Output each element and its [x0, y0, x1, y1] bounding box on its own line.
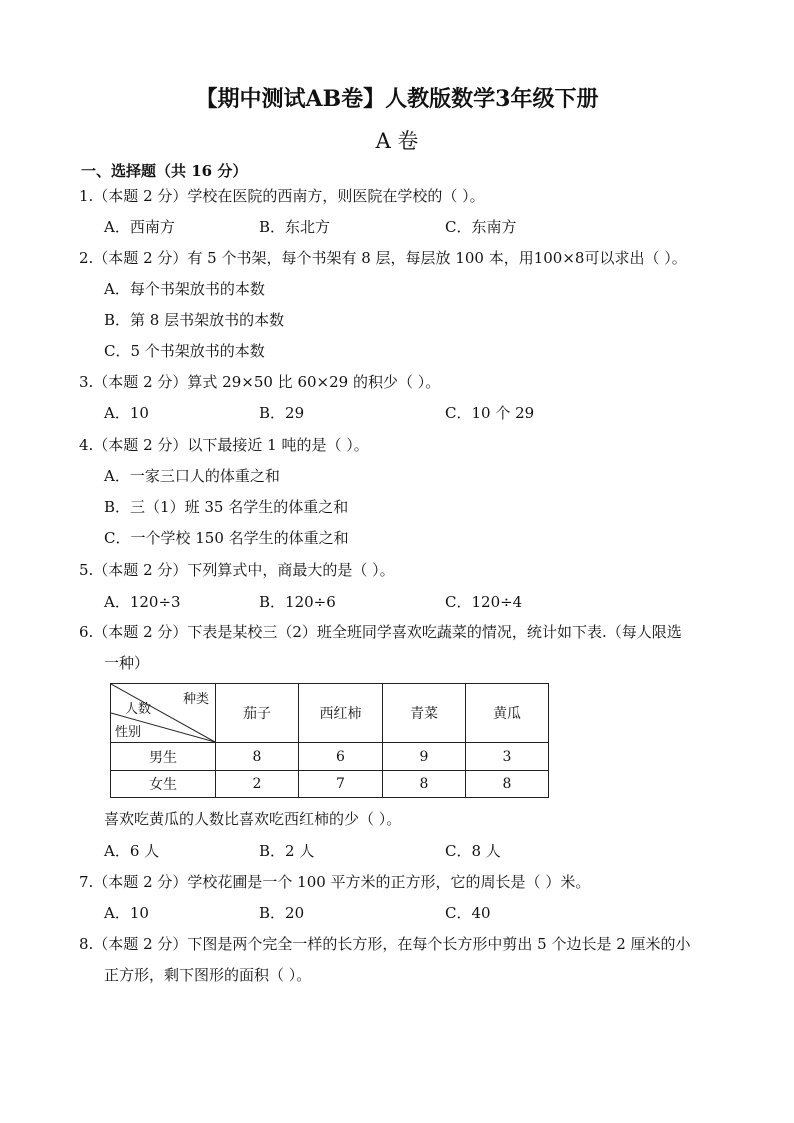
question-2-stem: 2.（本题 2 分）有 5 个书架，每个书架有 8 层，每层放 100 本，用100×8可以求出（ ）。: [79, 249, 687, 267]
question-3-option-b: B．29: [259, 404, 305, 422]
question-7-option-a: A．10: [104, 904, 149, 922]
document-title: 【期中测试AB卷】人教版数学3年级下册: [195, 86, 599, 112]
table-header: 黄瓜: [466, 684, 549, 743]
question-6-stem-continued: 一种）: [104, 654, 150, 672]
question-4-option-c: C．一个学校 150 名学生的体重之和: [104, 529, 349, 547]
question-4-stem: 4.（本题 2 分）以下最接近 1 吨的是（ ）。: [79, 436, 369, 454]
question-1-option-b: B．东北方: [259, 218, 331, 236]
question-6-option-b: B．2 人: [259, 842, 315, 860]
table-row: [111, 771, 549, 798]
table-cell: 6: [299, 743, 383, 771]
question-3-stem: 3.（本题 2 分）算式 29×50 比 60×29 的积少（ ）。: [79, 373, 441, 391]
question-5-option-b: B．120÷6: [259, 593, 336, 611]
row-label: 女生: [111, 771, 216, 798]
vegetable-table: [110, 683, 549, 798]
table-corner-cell: [111, 684, 216, 743]
row-label: 男生: [111, 743, 216, 771]
question-5-stem: 5.（本题 2 分）下列算式中，商最大的是（ ）。: [79, 561, 395, 579]
table-header: 茄子: [216, 684, 299, 743]
question-7-option-c: C．40: [445, 904, 491, 922]
question-7-stem: 7.（本题 2 分）学校花圃是一个 100 平方米的正方形，它的周长是（ ）米。: [79, 873, 591, 891]
table-cell: 8: [383, 771, 466, 798]
question-6-stem: 6.（本题 2 分）下表是某校三（2）班全班同学喜欢吃蔬菜的情况，统计如下表.（每人限选: [79, 623, 682, 641]
question-5-option-c: C．120÷4: [445, 593, 523, 611]
question-6-option-c: C．8 人: [445, 842, 501, 860]
section-heading: 一、选择题（共 16 分）: [81, 162, 248, 180]
table-cell: 7: [299, 771, 383, 798]
question-8-stem-continued: 正方形，剩下图形的面积（ ）。: [104, 966, 312, 984]
table-cell: 2: [216, 771, 299, 798]
table-header: 西红柿: [299, 684, 383, 743]
question-7-option-b: B．20: [259, 904, 305, 922]
table-cell: 3: [466, 743, 549, 771]
table-cell: 8: [466, 771, 549, 798]
table-header: 青菜: [383, 684, 466, 743]
question-2-option-a: A．每个书架放书的本数: [104, 280, 265, 298]
table-cell: 9: [383, 743, 466, 771]
question-4-option-a: A．一家三口人的体重之和: [104, 467, 280, 485]
question-3-option-c: C．10 个 29: [445, 404, 535, 422]
question-3-option-a: A．10: [104, 404, 149, 422]
corner-label-count: 人数: [125, 702, 152, 717]
table-cell: 8: [216, 743, 299, 771]
question-1-option-a: A．西南方: [104, 218, 175, 236]
question-2-option-b: B．第 8 层书架放书的本数: [104, 311, 285, 329]
corner-label-gender: 性别: [115, 725, 142, 740]
question-1-stem: 1.（本题 2 分）学校在医院的西南方，则医院在学校的（ ）。: [79, 187, 485, 205]
document-subtitle: A 卷: [375, 129, 419, 153]
question-5-option-a: A．120÷3: [104, 593, 181, 611]
question-1-option-c: C．东南方: [445, 218, 517, 236]
corner-label-type: 种类: [182, 692, 209, 707]
question-6-option-a: A．6 人: [104, 842, 160, 860]
question-8-stem: 8.（本题 2 分）下图是两个完全一样的长方形，在每个长方形中剪出 5 个边长是 2 厘米的小: [79, 935, 691, 953]
table-row: [111, 743, 549, 771]
question-4-option-b: B．三（1）班 35 名学生的体重之和: [104, 498, 349, 516]
question-6-follow-up: 喜欢吃黄瓜的人数比喜欢吃西红柿的少（ ）。: [104, 810, 402, 828]
question-2-option-c: C．5 个书架放书的本数: [104, 342, 265, 360]
